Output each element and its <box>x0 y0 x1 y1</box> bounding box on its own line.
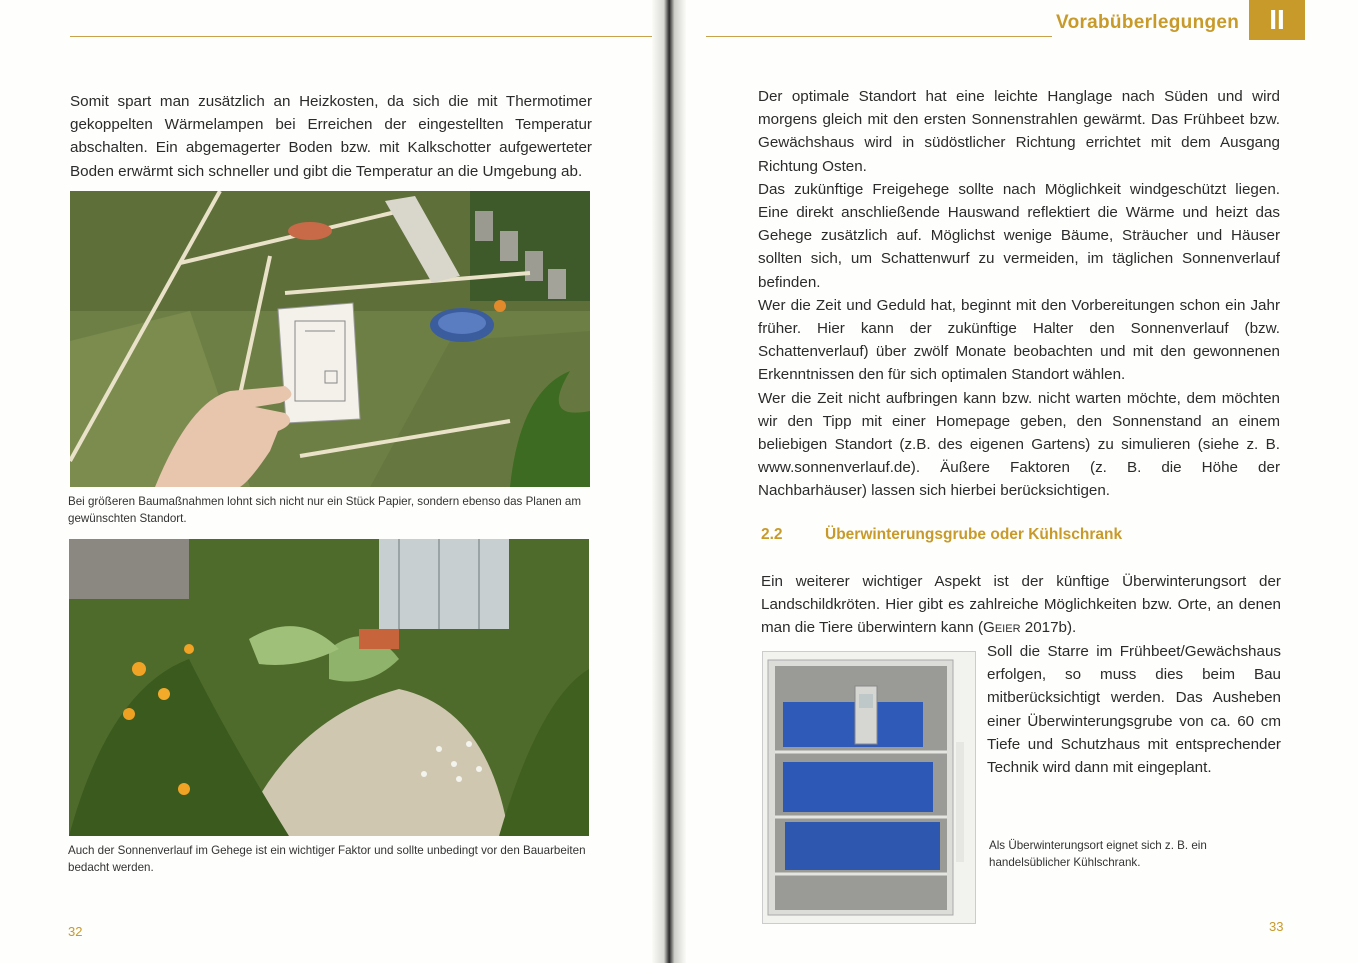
citation-name: Geier <box>983 619 1021 637</box>
header-rule-right <box>706 36 1052 37</box>
caption-fridge-text: Als Überwinterungsort eignet sich z. B. ein handelsüblicher Kühlschrank. <box>989 839 1207 869</box>
section-title: Überwinterungsgrube oder Kühlschrank <box>825 526 1123 543</box>
page-number-left: 32 <box>68 924 83 939</box>
chapter-number: II <box>1269 4 1285 35</box>
section-intro <box>761 570 1281 640</box>
left-page <box>0 0 668 963</box>
book-gutter <box>652 0 686 963</box>
header-rule-left <box>70 36 666 37</box>
garden-planning-photo <box>70 191 590 487</box>
section-intro-text <box>761 570 1281 640</box>
caption-sun-path <box>68 843 588 876</box>
paragraph-enclosure: Das zukünftige Freigehege sollte nach Möglichkeit windgeschützt liegen. Eine direkt anschließende Hauswand reflektiert die Wärme und heizt das Gehege zusätzlich auf. Möglichst wenige Bäume, Sträucher und Häuser sollten sich, um Schattenwurf zu vermeiden, im täglichen Sonnenverlauf befinden. <box>758 180 1280 291</box>
caption-planning <box>68 494 588 527</box>
caption-planning-text: Bei größeren Baumaßnahmen lohnt sich nicht nur ein Stück Papier, sondern ebenso das Planen am gewünschten Standort. <box>68 495 582 525</box>
side-paragraph-text: Soll die Starre im Frühbeet/Gewächshaus erfolgen, so muss dies beim Bau mitberücksichtigt werden. Das Ausheben einer Überwinterungsgrube von ca. 60 cm Tiefe und Schutzhaus mit entsprechender Technik wird dann mit eingeplant. <box>987 643 1281 777</box>
flower-bed-photo <box>69 539 589 836</box>
side-paragraph <box>987 640 1281 779</box>
paragraph-homepage-tip: Wer die Zeit nicht aufbringen kann bzw. nicht warten möchte, dem möchten wir den Tipp mit einer Homepage geben, den Sonnenstand an einem beliebigen Standort (z.B. des eigenen Gartens) zu simulieren (siehe z. B. www.sonnenverlauf.de). Äußere Faktoren (z. B. die Höhe der Nachbarhäuser) lassen sich hierbei berücksichtigen. <box>758 389 1280 500</box>
section-number: 2.2 <box>761 526 783 543</box>
paragraph-preparation: Wer die Zeit und Geduld hat, beginnt mit den Vorbereitungen schon ein Jahr früher. Hier kann der zukünftige Halter den Sonnenverlauf (bzw. Schattenverlauf) über zwölf Monate beobachten und mit den gewonnenen Erkenntnissen den für sich optimalen Standort wählen. <box>758 296 1280 384</box>
running-head: Vorabüberlegungen <box>1056 12 1240 33</box>
paragraph-location: Der optimale Standort hat eine leichte Hanglage nach Süden und wird morgens gleich mit den ersten Sonnenstrahlen gewärmt. Das Frühbeet bzw. Gewächshaus wird in südöstlicher Richtung errichtet mit dem Ausgang Richtung Osten. <box>758 88 1280 175</box>
chapter-marker <box>1249 0 1305 40</box>
section-intro-part-b: 2017b). <box>1020 619 1077 637</box>
page-number-right: 33 <box>1269 919 1284 934</box>
fridge-photo <box>762 651 976 924</box>
caption-sun-path-text: Auch der Sonnenverlauf im Gehege ist ein wichtiger Faktor und sollte unbedingt vor den Bauarbeiten bedacht werden. <box>68 844 586 874</box>
caption-fridge <box>989 838 1249 871</box>
section-heading <box>761 526 1122 544</box>
right-main-text <box>758 85 1280 503</box>
left-paragraph <box>70 90 592 183</box>
left-paragraph-text: Somit spart man zusätzlich an Heizkosten, da sich die mit Thermotimer gekoppelten Wärmelampen bei Erreichen der eingestellten Temperatur abschalten. Ein abgemagerter Boden bzw. mit Kalkschotter aufgewerteter Boden erwärmt sich schneller und gibt die Temperatur an die Umgebung ab. <box>70 93 592 180</box>
section-intro-part-a: Ein weiterer wichtiger Aspekt ist der künftige Überwinterungsort der Landschildkröten. Hier gibt es zahlreiche Möglichkeiten bzw. Orte, an denen man die Tiere überwintern kann ( <box>761 573 1281 637</box>
